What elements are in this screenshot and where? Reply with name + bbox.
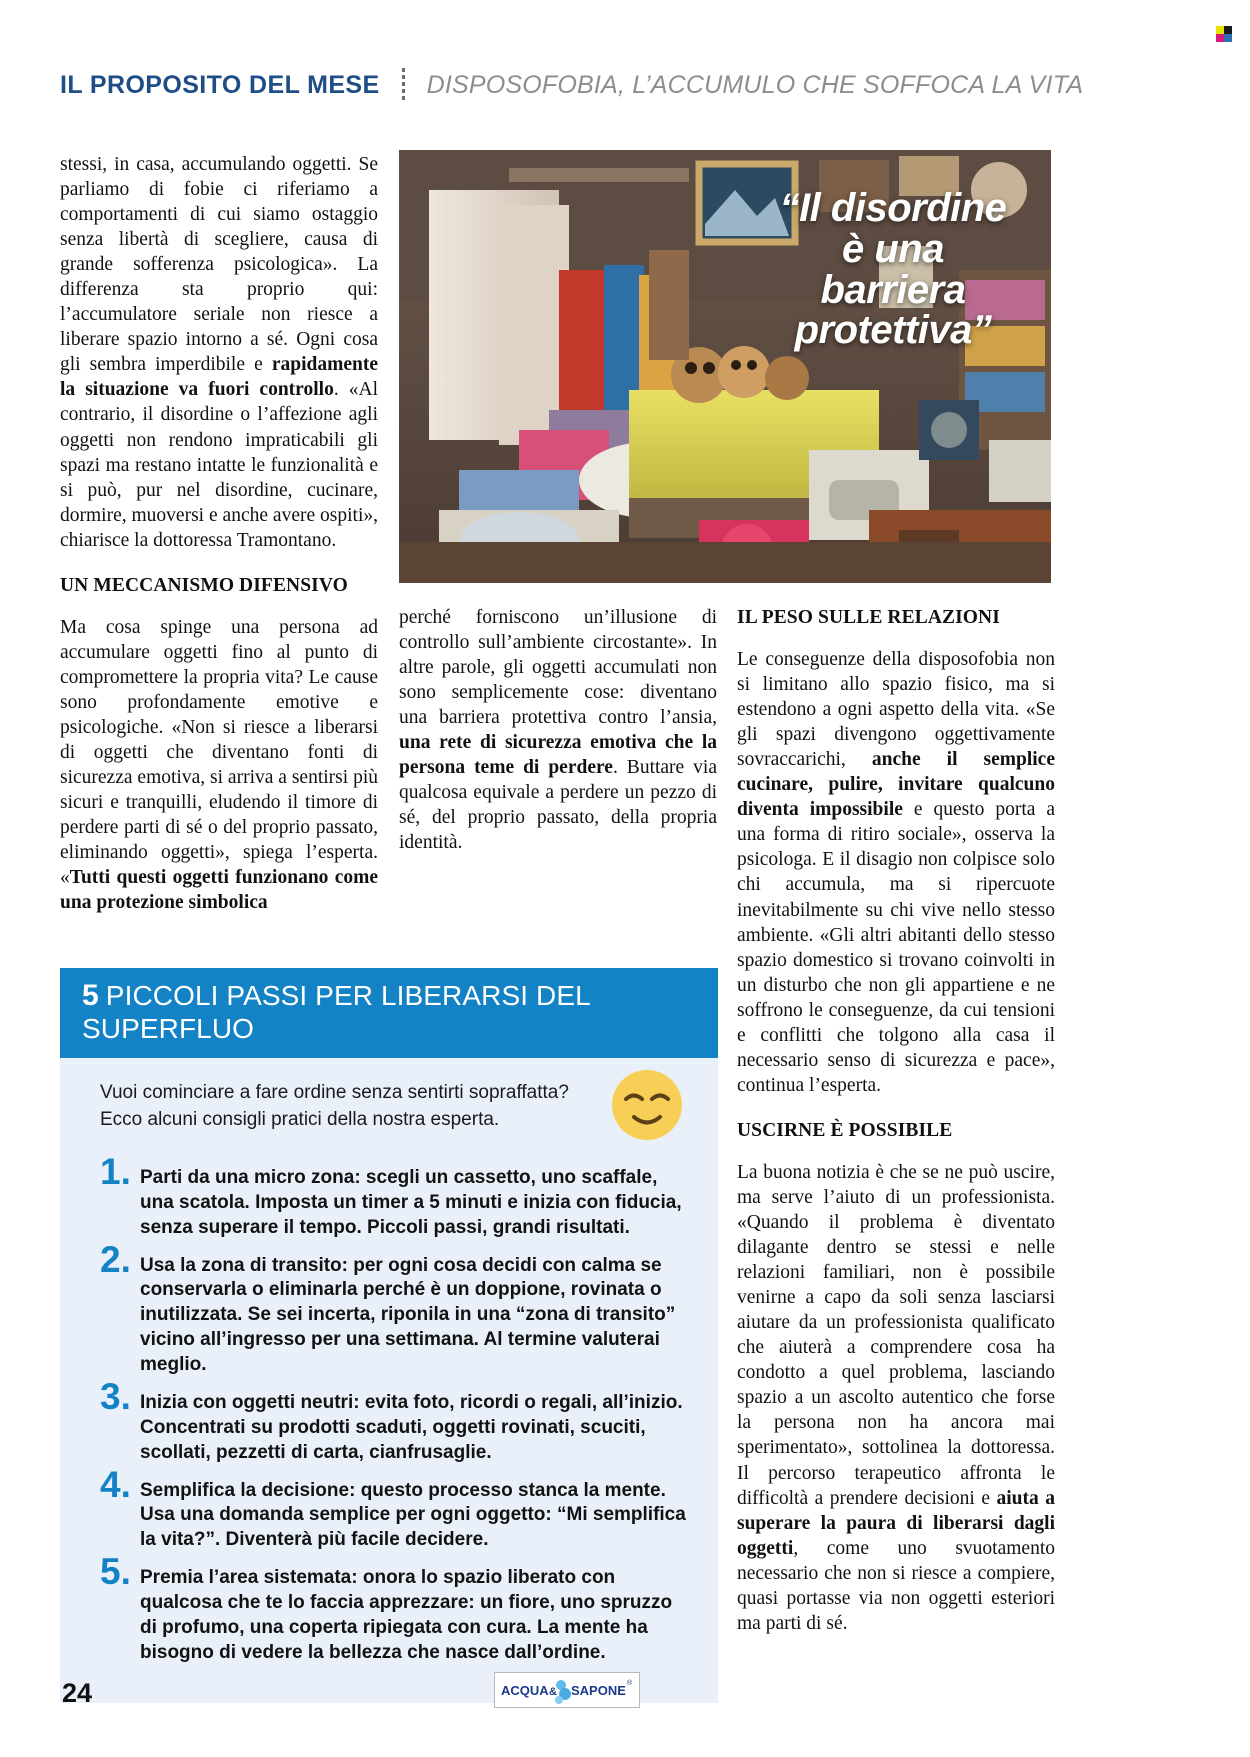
header-kicker: IL PROPOSITO DEL MESE — [60, 70, 380, 99]
tips-callout-box — [60, 968, 718, 1703]
section-heading: IL PESO SULLE RELAZIONI — [737, 607, 1000, 628]
step-text: Inizia con oggetti neutri: evita foto, ricordi o regali, all’inizio. Concentrati su prodotti scaduti, oggetti rovinati, scuciti, scollati, pezzetti di carta, cianfrusaglie. — [140, 1391, 683, 1463]
list-item — [100, 1238, 692, 1378]
text-run: stessi, in casa, accumulando oggetti. Se parliamo di fobie ci riferiamo a comportamenti di cui siamo ostaggio senza libertà di scegliere, causa di grande sofferenza psicologica». La differenza sta proprio qui: l’accumulatore seriale non riesce a liberare spazio intorno a sé. Ogni cosa gli sembra imperdibile e — [60, 154, 378, 376]
photo-quote — [743, 188, 1043, 351]
text-run: . «Al contrario, il disordine o l’affezione agli oggetti non rendono impraticabili gli spazi ma restano intatte le funzionalità e si può, pur nel disordine, cucinare, dormire, muoversi e anche avere ospiti», chiarisce la dottoressa Tramontano. — [60, 379, 378, 551]
step-number: 3. — [100, 1375, 131, 1417]
step-number: 4. — [100, 1463, 131, 1505]
svg-text:SAPONE: SAPONE — [571, 1683, 626, 1698]
tips-box-body — [60, 1058, 718, 1703]
paragraph — [399, 605, 717, 855]
list-item — [100, 1150, 692, 1241]
tips-box-title: PICCOLI PASSI PER LIBERARSI DEL SUPERFLUO — [82, 980, 590, 1044]
text-run: La buona notizia è che se ne può uscire, ma serve l’aiuto di un professionista. «Quando il problema è diventato dilagante dentro se stessi e nelle relazioni familiari, non è possibile venirne a capo da soli senza lasciarsi aiutare da un professionista qualificato che aiuterà a comprendere cosa ha condotto a quel problema, lasciando spazio a un ascolto autentico che forse la persona non ha ancora mai sperimentato», sottolinea la dottoressa. Il percorso terapeutico affronta le difficoltà a prendere decisioni e — [737, 1161, 1055, 1509]
step-number: 2. — [100, 1238, 131, 1280]
photo-quote-line-3: barriera — [820, 267, 966, 312]
step-text: Semplifica la decisione: questo processo stanca la mente. Usa una domanda semplice per ogni oggetto: “Mi semplifica la vita?”. Diventerà più facile decidere. — [140, 1479, 686, 1551]
paragraph — [737, 1160, 1055, 1636]
tips-box-number: 5 — [82, 979, 99, 1012]
article-photo — [399, 150, 1051, 583]
list-item — [100, 1463, 692, 1554]
header-article-title: DISPOSOFOBIA, L’ACCUMULO CHE SOFFOCA LA VITA — [426, 70, 1084, 99]
page-number: 24 — [62, 1678, 93, 1708]
text-run: e questo porta a una forma di ritiro sociale», osserva la psicologa. E il disagio non colpisce solo chi accumula, ma si ripercuote inevitabilmente su chi vive nello stesso ambiente. «Gli altri abitanti dello stesso spazio domestico si trovano coinvolti in un disturbo che non gli appartiene e ne soffrono le conseguenze, da cui tensioni e conflitti che tolgono alla casa il necessario senso di sicurezza e pace», continua l’esperta. — [737, 799, 1055, 1096]
paragraph — [60, 152, 378, 553]
text-run-bold: Tutti questi oggetti funzionano come una protezione simbolica — [60, 867, 378, 914]
header-divider — [402, 68, 405, 102]
step-text: Usa la zona di transito: per ogni cosa decidi con calma se conservarla o eliminarla perché è un doppione, rovinata o inutilizzata. Se sei incerta, riponila in una “zona di transito” vicino all’ingresso per una settimana. Al termine valuterai meglio. — [140, 1254, 676, 1376]
photo-quote-line-2: è una — [842, 226, 944, 271]
svg-text:®: ® — [627, 1680, 633, 1687]
tips-intro-line-1: Vuoi cominciare a fare ordine senza sentirti sopraffatta? — [100, 1082, 569, 1103]
list-item — [100, 1551, 692, 1666]
paragraph — [737, 647, 1055, 1098]
section-heading: UN MECCANISMO DIFENSIVO — [60, 574, 348, 596]
svg-text:&: & — [549, 1686, 557, 1698]
step-text: Parti da una micro zona: scegli un cassetto, uno scaffale, una scatola. Imposta un timer a 5 minuti e inizia con fiducia, senza superare il tempo. Piccoli passi, grandi risultati. — [140, 1166, 682, 1238]
step-number: 5. — [100, 1551, 131, 1593]
text-run: perché forniscono un’illusione di controllo sull’ambiente circostante». In altre parole, gli oggetti accumulati non sono semplicemente cose: diventano una barriera protettiva contro l’ansia, — [399, 607, 717, 729]
body-column-middle — [399, 605, 717, 855]
tips-intro-line-2: Ecco alcuni consigli pratici della nostra esperta. — [100, 1108, 500, 1130]
text-run: , come uno svuotamento necessario che non si riesce a compiere, quasi portasse via non oggetti esteriori ma parti di sé. — [737, 1537, 1055, 1634]
text-run-bold: rapidamente la situazione va fuori controllo — [60, 354, 378, 401]
registration-mark-icon — [1216, 26, 1232, 42]
text-run-bold: anche il semplice cucinare, pulire, invitare qualcuno diventa impossibile — [737, 749, 1055, 821]
tips-box-header — [60, 968, 718, 1058]
brand-logo — [494, 1672, 640, 1708]
svg-text:ACQUA: ACQUA — [501, 1683, 549, 1698]
text-run: Le conseguenze della disposofobia non si limitano allo spazio fisico, ma si estendono a ogni aspetto della vita. «Se gli spazi divengono oggettivamente sovraccarichi, — [737, 649, 1055, 771]
section-heading: USCIRNE È POSSIBILE — [737, 1119, 953, 1141]
paragraph — [60, 615, 378, 916]
text-run-bold: aiuta a superare la paura di liberarsi dagli oggetti — [737, 1487, 1055, 1559]
text-run: Ma cosa spinge una persona ad accumulare oggetti fino al punto di compromettere la propria vita? Le cause sono profondamente emotive e psicologiche. «Non si riesce a liberarsi di oggetti che diventano fonti di sicurezza emotiva, si arriva a sentirsi più sicuri e tranquilli, eludendo il timore di perdere parti di sé o del proprio passato, eliminando oggetti», spiega l’esperta. « — [60, 616, 378, 889]
body-column-right — [737, 605, 1055, 1636]
tips-steps-list — [100, 1150, 692, 1666]
text-run-bold: una rete di sicurezza emotiva che la persona teme di perdere — [399, 732, 717, 779]
step-text: Premia l’area sistemata: onora lo spazio liberato con qualcosa che te lo faccia apprezzare: un fiore, uno spruzzo di profumo, una coperta ripiegata con cura. La mente ha bisogno di vedere la bellezza che nasce dall’ordine. — [140, 1567, 673, 1663]
step-number: 1. — [100, 1150, 131, 1192]
running-header — [60, 68, 1190, 102]
text-run: . Buttare via qualcosa equivale a perdere un pezzo di sé, del proprio passato, della propria identità. — [399, 757, 718, 854]
list-item — [100, 1375, 692, 1466]
acqua-e-sapone-logo-icon — [495, 1673, 639, 1707]
tips-box-intro — [100, 1080, 600, 1134]
photo-quote-line-1: “Il disordine — [779, 186, 1007, 230]
relieved-face-emoji-icon — [610, 1068, 684, 1142]
photo-quote-line-4: protettiva” — [794, 308, 992, 353]
body-column-left — [60, 152, 378, 915]
